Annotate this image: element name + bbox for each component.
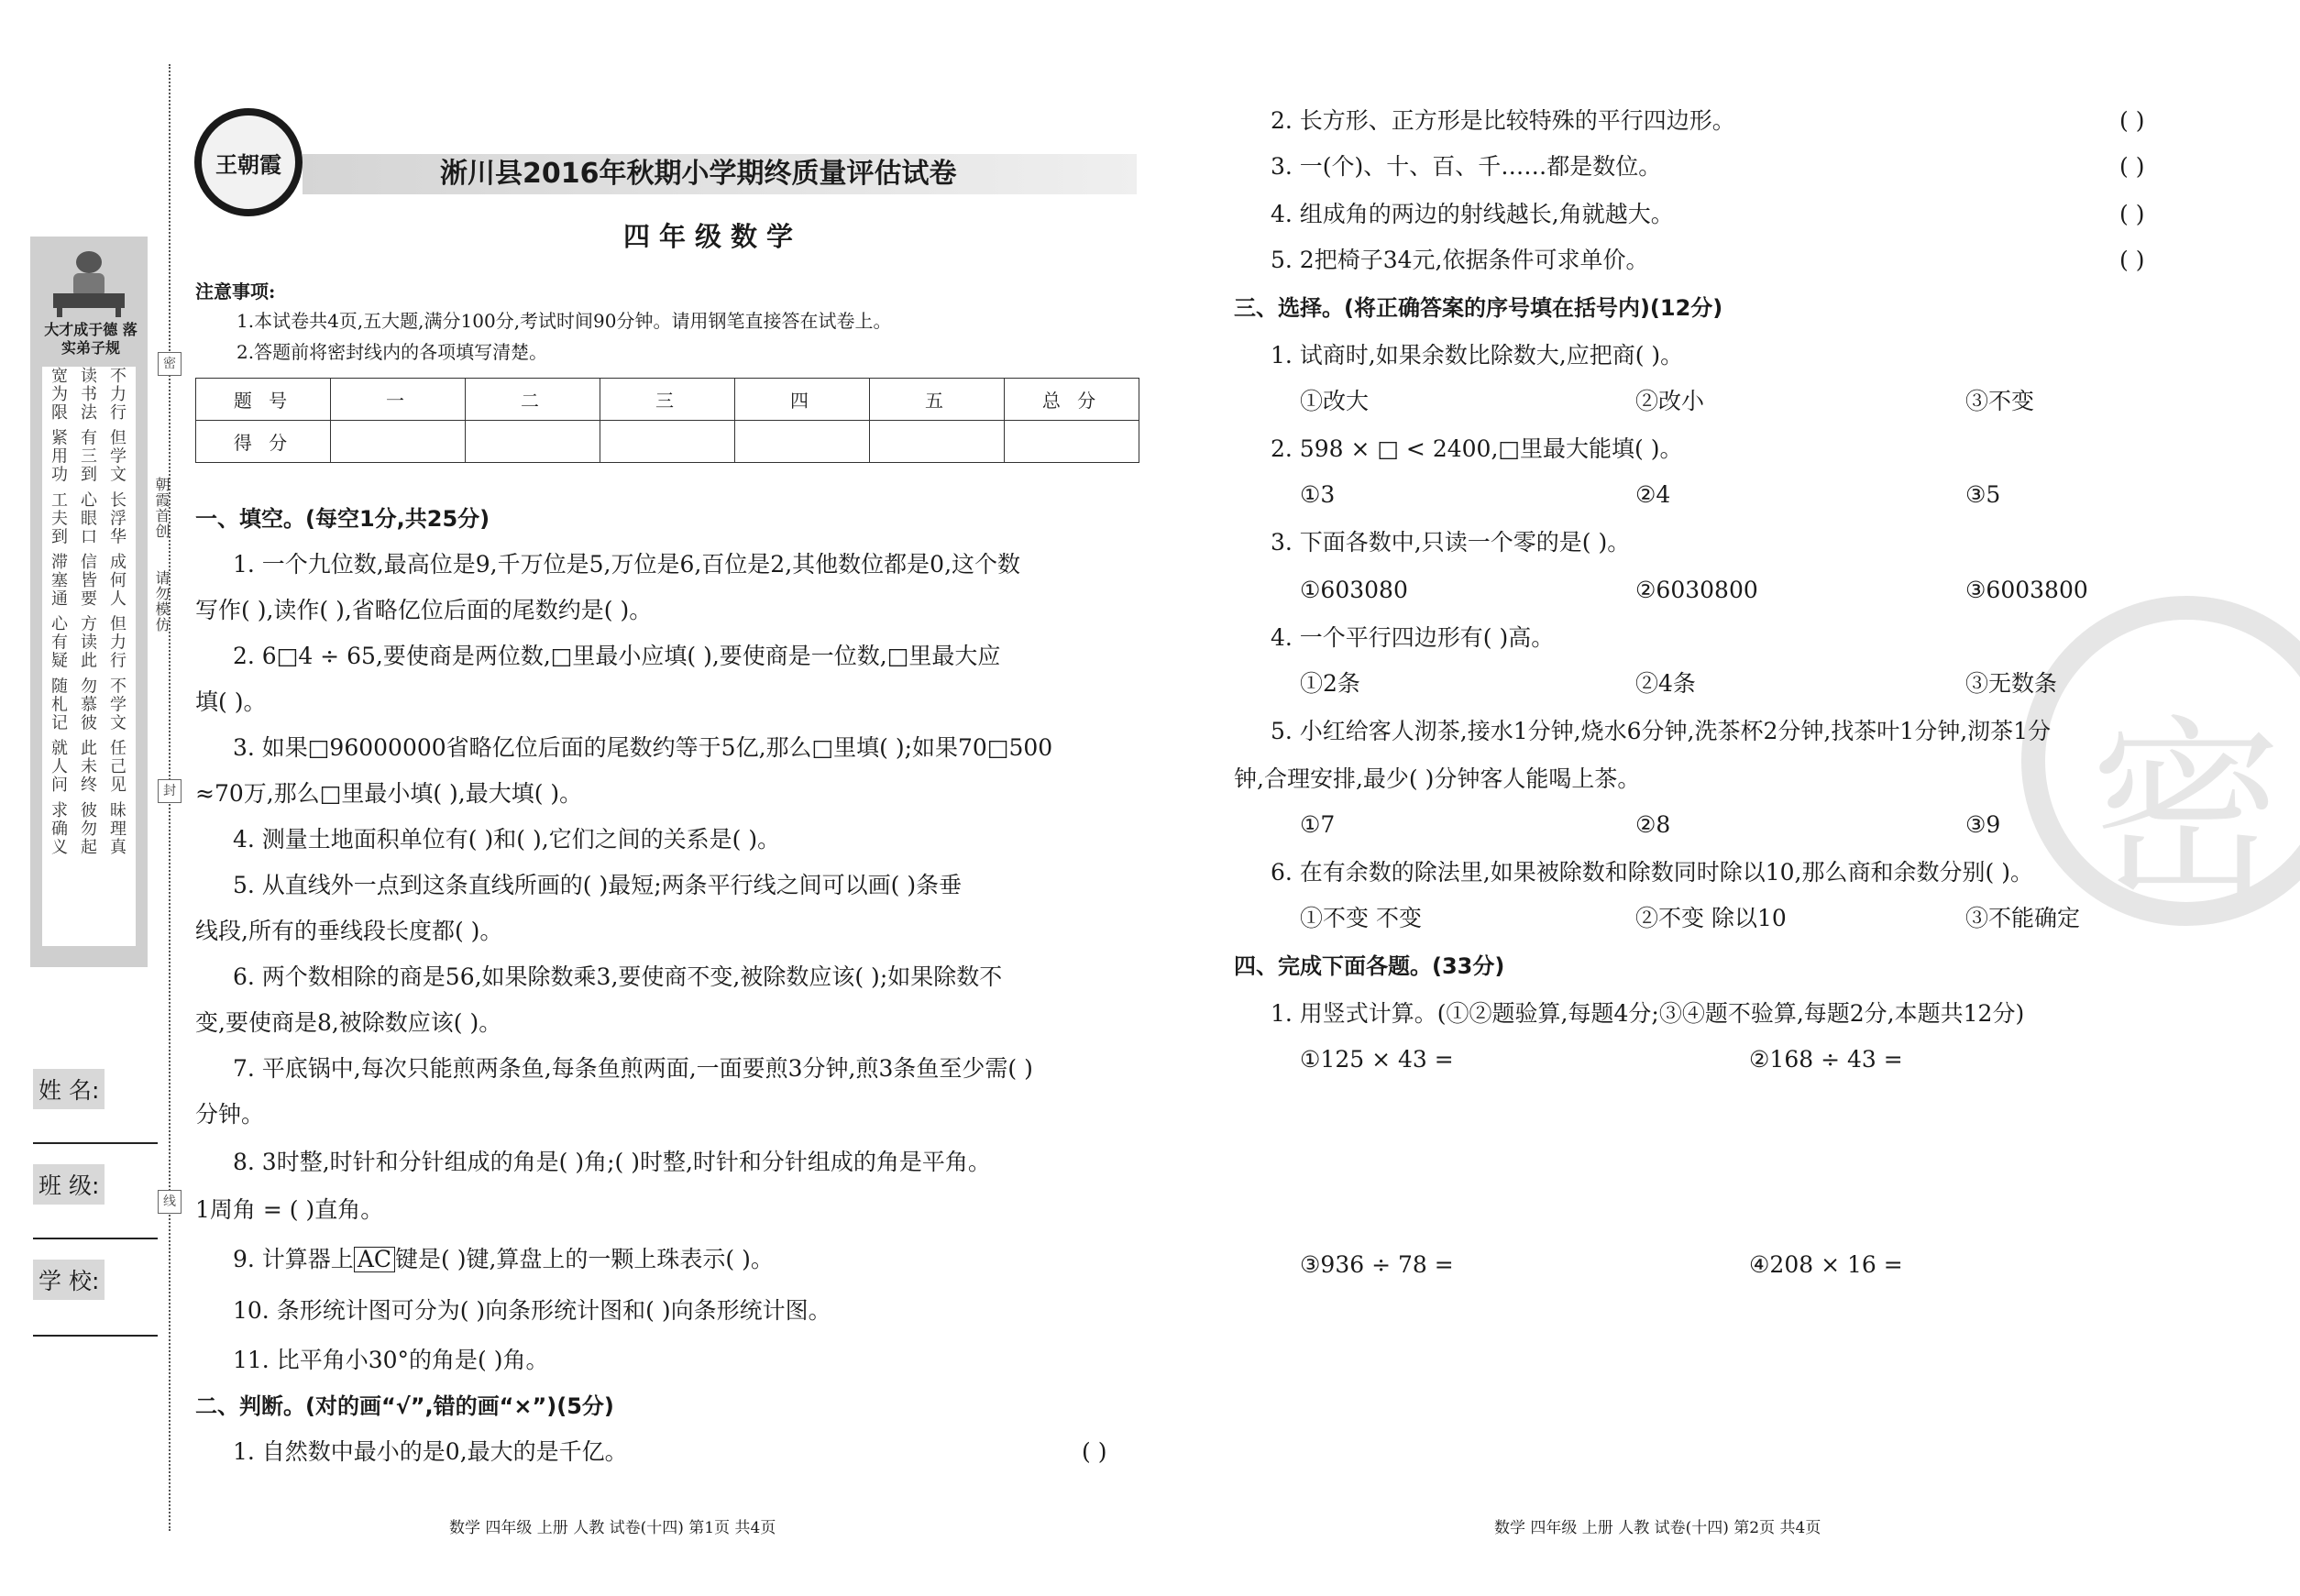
judge-item: 3. 一(个)、十、百、千……都是数位。: [1271, 153, 1662, 180]
choice-option[interactable]: ②不变 除以10: [1635, 905, 1787, 931]
name-label: 姓 名:: [33, 1069, 105, 1109]
seal-char: 线: [158, 1190, 182, 1214]
choice-option[interactable]: ①7: [1300, 811, 1336, 838]
choice-option[interactable]: ①改大: [1300, 388, 1370, 414]
score-header-cell: 一: [331, 379, 466, 421]
scholar-illustration: [46, 246, 132, 319]
choice-option[interactable]: ③6003800: [1965, 577, 2088, 603]
choice-option[interactable]: ①603080: [1300, 577, 1408, 603]
score-input-cell[interactable]: [870, 421, 1005, 463]
choice-option[interactable]: ③不变: [1965, 388, 2035, 414]
score-header-cell: 二: [466, 379, 600, 421]
judge-item: 4. 组成角的两边的射线越长,角就越大。: [1271, 201, 1674, 227]
score-header-cell: 五: [870, 379, 1005, 421]
name-field[interactable]: [33, 1142, 158, 1144]
choice-option[interactable]: ②8: [1635, 811, 1671, 838]
section-heading: 二、判断。(对的画“√”,错的画“×”)(5分): [195, 1393, 614, 1419]
brand-logo: [194, 108, 303, 216]
choice-question: 2. 598 × □ < 2400,□里最大能填( )。: [1271, 435, 1683, 462]
question-line: 10. 条形统计图可分为( )向条形统计图和( )向条形统计图。: [233, 1297, 831, 1324]
notes-heading: 注意事项:: [195, 281, 276, 303]
score-input-cell[interactable]: [466, 421, 600, 463]
score-header-cell: 题 号: [196, 379, 331, 421]
choice-option[interactable]: ①2条: [1300, 670, 1360, 697]
score-table: [195, 378, 1139, 463]
choice-question: 4. 一个平行四边形有( )高。: [1271, 624, 1555, 651]
question-line: ≈70万,那么□里最小填( ),最大填( )。: [195, 780, 583, 807]
judge-item: 1. 自然数中最小的是0,最大的是千亿。: [233, 1438, 628, 1465]
question-line: 2. 6□4 ÷ 65,要使商是两位数,□里最小应填( ),要使商是一位数,□里最大应: [233, 643, 1001, 669]
ac-key-icon: AC: [354, 1247, 395, 1272]
choice-option[interactable]: ③不能确定: [1965, 905, 2081, 931]
section-heading: 四、完成下面各题。(33分): [1234, 953, 1505, 979]
question-line: 11. 比平角小30°的角是( )角。: [233, 1347, 549, 1373]
choice-question: 6. 在有余数的除法里,如果被除数和除数同时除以10,那么商和余数分别( )。: [1271, 859, 2033, 886]
answer-paren[interactable]: ( ): [2119, 153, 2145, 180]
section-heading: 三、选择。(将正确答案的序号填在括号内)(12分): [1234, 295, 1723, 321]
motto-column: 不力行 但学文 长浮华 成何人 但力行 不学文 任己见 昧理真: [107, 367, 127, 857]
answer-paren[interactable]: ( ): [2119, 201, 2145, 227]
school-field[interactable]: [33, 1335, 158, 1337]
question-line: 4. 测量土地面积单位有( )和( ),它们之间的关系是( )。: [233, 826, 781, 853]
score-input-cell[interactable]: [331, 421, 466, 463]
question-text: 键是( )键,算盘上的一颗上珠表示( )。: [395, 1246, 774, 1272]
seal-char: 密: [158, 352, 182, 376]
school-label: 学 校:: [33, 1260, 105, 1300]
score-input-cell[interactable]: [735, 421, 870, 463]
choice-question: 1. 试商时,如果余数比除数大,应把商( )。: [1271, 342, 1684, 369]
choice-option[interactable]: ②6030800: [1635, 577, 1758, 603]
vertical-note: 请勿模仿: [153, 570, 171, 633]
choice-option[interactable]: ①3: [1300, 481, 1336, 508]
class-field[interactable]: [33, 1238, 158, 1239]
question-line: 8. 3时整,时针和分针组成的角是( )角;( )时整,时针和分针组成的角是平角。: [233, 1149, 991, 1175]
motto-column: 宽为限 紧用功 工夫到 滞塞通 心有疑 随札记 就人问 求确义: [49, 367, 68, 857]
score-header-cell: 三: [600, 379, 735, 421]
choice-option[interactable]: ②改小: [1635, 388, 1705, 414]
choice-question: 5. 小红给客人沏茶,接水1分钟,烧水6分钟,洗茶杯2分钟,找茶叶1分钟,沏茶1分: [1271, 718, 2052, 744]
score-header-cell: 四: [735, 379, 870, 421]
question-line: 填( )。: [195, 688, 267, 715]
motto-columns: [42, 367, 136, 946]
page-footer: 数学 四年级 上册 人教 试卷(十四) 第1页 共4页: [449, 1519, 776, 1537]
page-subtitle: 四年级数学: [623, 221, 803, 252]
calc-problem: ②168 ÷ 43 =: [1749, 1046, 1903, 1073]
choice-option[interactable]: ③5: [1965, 481, 2001, 508]
choice-option[interactable]: ③9: [1965, 811, 2001, 838]
class-label: 班 级:: [33, 1164, 105, 1205]
judge-item: 2. 长方形、正方形是比较特殊的平行四边形。: [1271, 107, 1735, 134]
answer-paren[interactable]: ( ): [2119, 247, 2145, 273]
choice-option[interactable]: ②4: [1635, 481, 1671, 508]
seal-char: 封: [158, 779, 182, 803]
motto-column: 读书法 有三到 心眼口 信皆要 方读此 勿慕彼 此未终 彼勿起: [78, 367, 97, 857]
question-line: 7. 平底锅中,每次只能煎两条鱼,每条鱼煎两面,一面要煎3分钟,煎3条鱼至少需( ): [233, 1055, 1033, 1082]
choice-option[interactable]: ③无数条: [1965, 670, 2058, 697]
question-line: 3. 如果□96000000省略亿位后面的尾数约等于5亿,那么□里填( );如果70□500: [233, 734, 1053, 761]
calc-problem: ④208 × 16 =: [1749, 1251, 1903, 1278]
judge-item: 5. 2把椅子34元,依据条件可求单价。: [1271, 247, 1649, 273]
section-heading: 一、填空。(每空1分,共25分): [195, 506, 490, 532]
question-line: [233, 1245, 774, 1274]
score-header-row: [196, 379, 1139, 421]
choice-option[interactable]: ②4条: [1635, 670, 1696, 697]
calc-problem: ①125 × 43 =: [1300, 1046, 1454, 1073]
score-label-cell: 得 分: [196, 421, 331, 463]
confidential-watermark: [2021, 596, 2300, 926]
question-line: 线段,所有的垂线段长度都( )。: [195, 918, 503, 944]
choice-question: 3. 下面各数中,只读一个零的是( )。: [1271, 529, 1631, 556]
question-line: 5. 从直线外一点到这条直线所画的( )最短;两条平行线之间可以画( )条垂: [233, 872, 963, 898]
answer-paren[interactable]: ( ): [2119, 107, 2145, 134]
choice-question: 钟,合理安排,最少( )分钟客人能喝上茶。: [1234, 765, 1641, 792]
answer-paren[interactable]: ( ): [1082, 1438, 1107, 1465]
question-line: 6. 两个数相除的商是56,如果除数乘3,要使商不变,被除数应该( );如果除数不: [233, 963, 1003, 990]
notes-item: 1.本试卷共4页,五大题,满分100分,考试时间90分钟。请用钢笔直接答在试卷上。: [237, 310, 892, 332]
page-title: 淅川县2016年秋期小学期终质量评估试卷: [440, 158, 957, 190]
score-input-cell[interactable]: [1005, 421, 1139, 463]
page-footer: 数学 四年级 上册 人教 试卷(十四) 第2页 共4页: [1494, 1519, 1821, 1537]
score-row: [196, 421, 1139, 463]
logo-text: 王朝霞: [215, 151, 281, 178]
score-header-cell: 总 分: [1005, 379, 1139, 421]
question-line: 1周角 = ( )直角。: [195, 1196, 384, 1223]
question-text: 9. 计算器上: [233, 1246, 354, 1272]
motto-header: 大才成于德 落实弟子规: [44, 321, 138, 357]
score-input-cell[interactable]: [600, 421, 735, 463]
vertical-note: 朝霞首创: [153, 477, 171, 539]
calc-problem: ③936 ÷ 78 =: [1300, 1251, 1454, 1278]
choice-option[interactable]: ①不变 不变: [1300, 905, 1422, 931]
question-line: 1. 一个九位数,最高位是9,千万位是5,万位是6,百位是2,其他数位都是0,这个数: [233, 551, 1021, 578]
notes-item: 2.答题前将密封线内的各项填写清楚。: [237, 341, 548, 363]
question-line: 变,要使商是8,被除数应该( )。: [195, 1009, 502, 1036]
question-line: 分钟。: [195, 1101, 265, 1128]
calc-instruction: 1. 用竖式计算。(①②题验算,每题4分;③④题不验算,每题2分,本题共12分): [1271, 1000, 2025, 1027]
question-line: 写作( ),读作( ),省略亿位后面的尾数约是( )。: [195, 597, 653, 623]
watermark-glyph: 密: [2089, 699, 2283, 923]
